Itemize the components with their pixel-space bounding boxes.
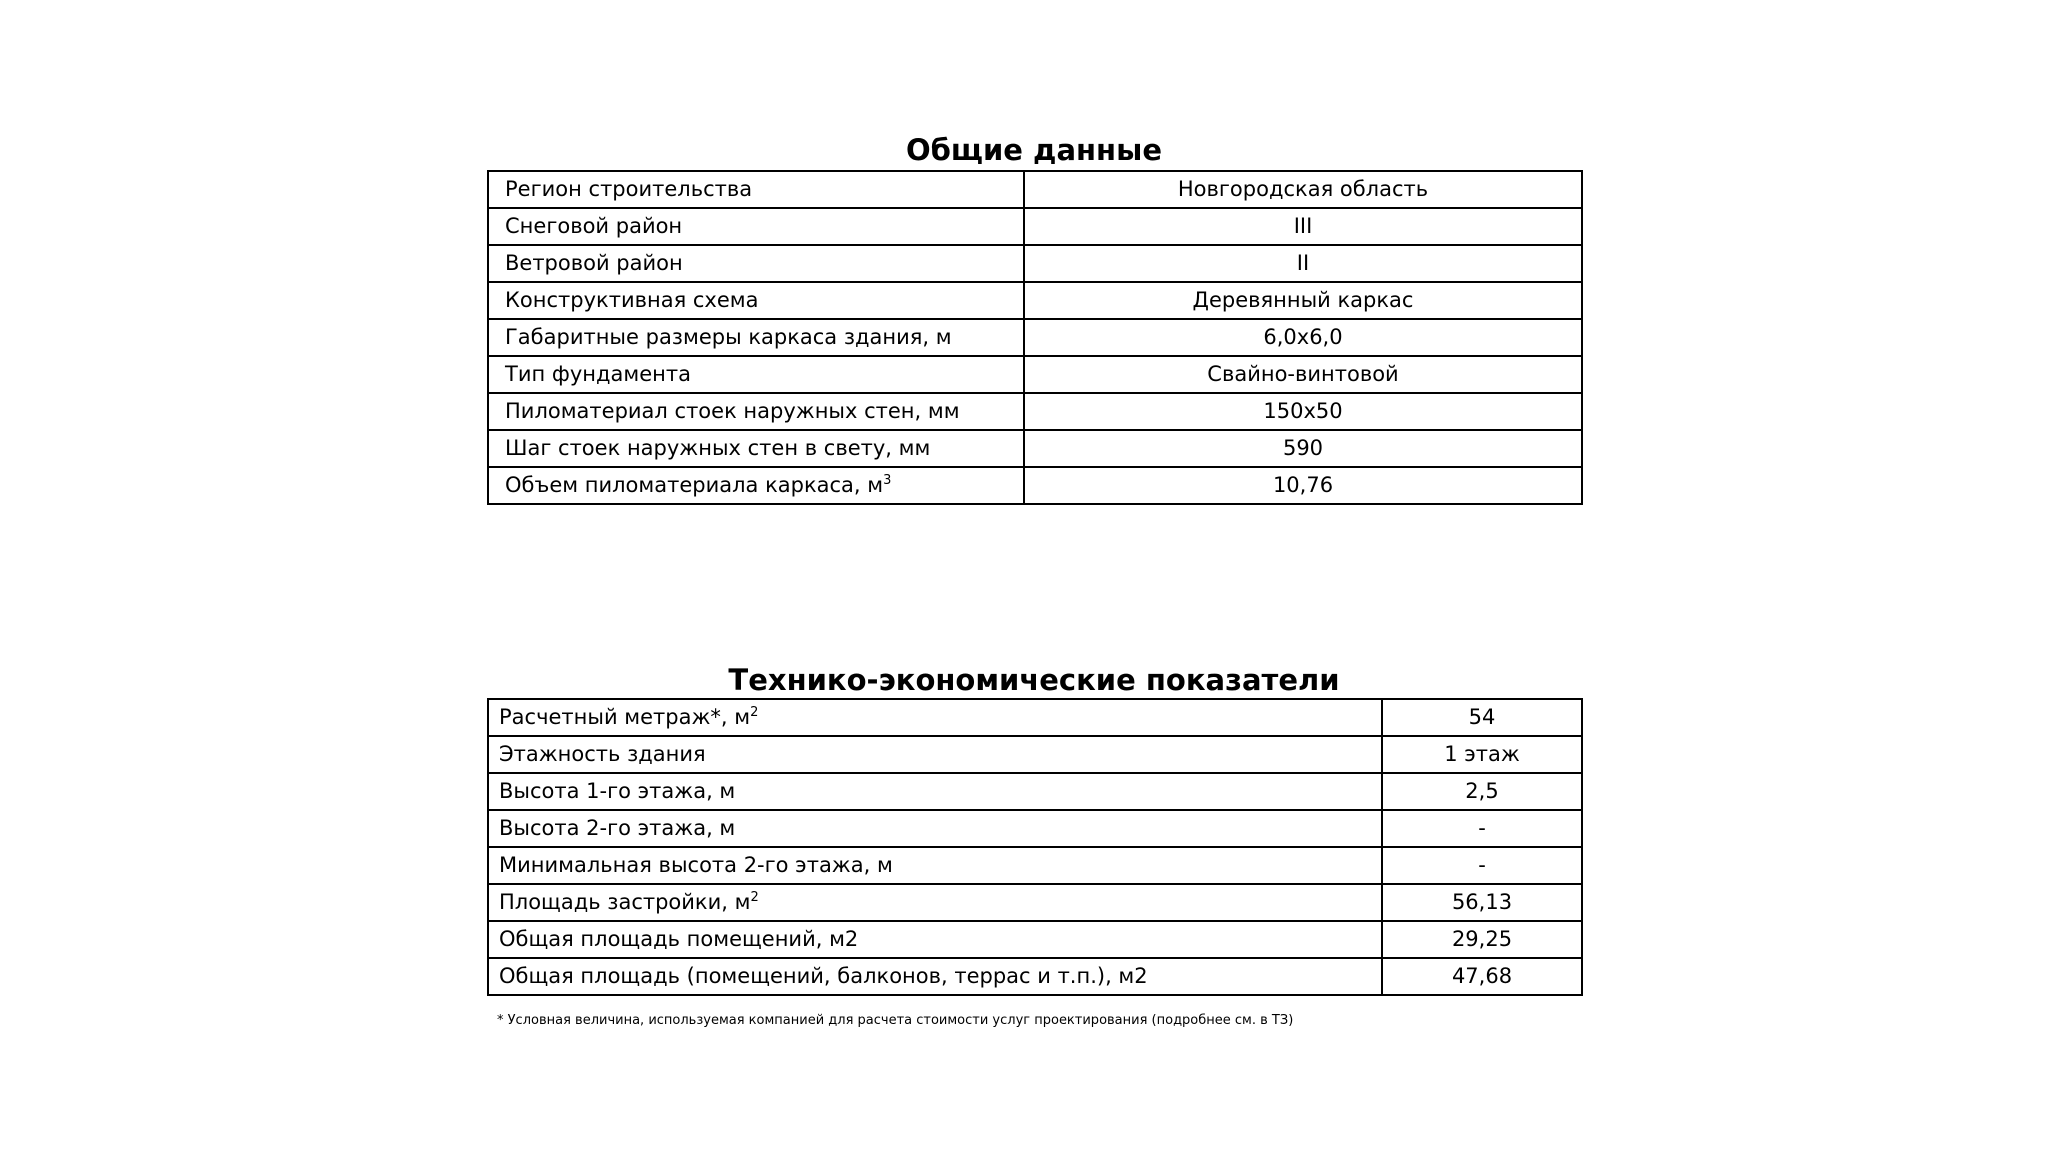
table-row [488,356,1582,393]
tep-table [487,698,1583,996]
row-value: 150х50 [1024,393,1582,430]
table-row [488,245,1582,282]
row-label: Ветровой район [488,245,1024,282]
table-row [488,699,1582,736]
table-row [488,393,1582,430]
table-row [488,319,1582,356]
row-label [488,884,1382,921]
row-value: - [1382,810,1582,847]
table-row [488,810,1582,847]
row-label: Пиломатериал стоек наружных стен, мм [488,393,1024,430]
row-label-text: Объем пиломатериала каркаса, м [505,473,884,497]
table-row [488,921,1582,958]
row-label: Минимальная высота 2-го этажа, м [488,847,1382,884]
row-label: Общая площадь (помещений, балконов, террас и т.п.), м2 [488,958,1382,995]
row-label: Тип фундамента [488,356,1024,393]
unit-superscript: 2 [750,890,759,905]
row-value: 47,68 [1382,958,1582,995]
row-value: 2,5 [1382,773,1582,810]
row-value: 10,76 [1024,467,1582,504]
row-value: 56,13 [1382,884,1582,921]
unit-superscript: 3 [883,473,892,488]
row-label: Регион строительства [488,171,1024,208]
row-value: 590 [1024,430,1582,467]
table-row [488,171,1582,208]
row-label [488,699,1382,736]
row-value: II [1024,245,1582,282]
row-label: Этажность здания [488,736,1382,773]
table-row [488,430,1582,467]
table-row [488,958,1582,995]
table-row [488,736,1582,773]
row-label: Высота 1-го этажа, м [488,773,1382,810]
table-row [488,884,1582,921]
row-value: III [1024,208,1582,245]
row-label: Конструктивная схема [488,282,1024,319]
table-row [488,847,1582,884]
tep-title: Технико-экономические показатели [728,663,1340,697]
row-value: Новгородская область [1024,171,1582,208]
row-value: Деревянный каркас [1024,282,1582,319]
row-value: 6,0х6,0 [1024,319,1582,356]
row-value: 1 этаж [1382,736,1582,773]
row-value: 54 [1382,699,1582,736]
row-value: - [1382,847,1582,884]
row-value: 29,25 [1382,921,1582,958]
table-row [488,282,1582,319]
row-label-text: Расчетный метраж*, м [499,705,751,729]
table-row [488,773,1582,810]
row-label: Общая площадь помещений, м2 [488,921,1382,958]
row-label: Снеговой район [488,208,1024,245]
row-label: Габаритные размеры каркаса здания, м [488,319,1024,356]
general-data-title: Общие данные [905,133,1162,167]
row-label: Шаг стоек наружных стен в свету, мм [488,430,1024,467]
row-label-text: Площадь застройки, м [499,890,751,914]
table-row [488,208,1582,245]
row-label [488,467,1024,504]
footnote: * Условная величина, используемая компанией для расчета стоимости услуг проектирования (подробнее см. в ТЗ) [497,1013,1294,1028]
general-data-table [487,170,1583,505]
unit-superscript: 2 [750,705,759,720]
table-row [488,467,1582,504]
row-value: Свайно-винтовой [1024,356,1582,393]
row-label: Высота 2-го этажа, м [488,810,1382,847]
